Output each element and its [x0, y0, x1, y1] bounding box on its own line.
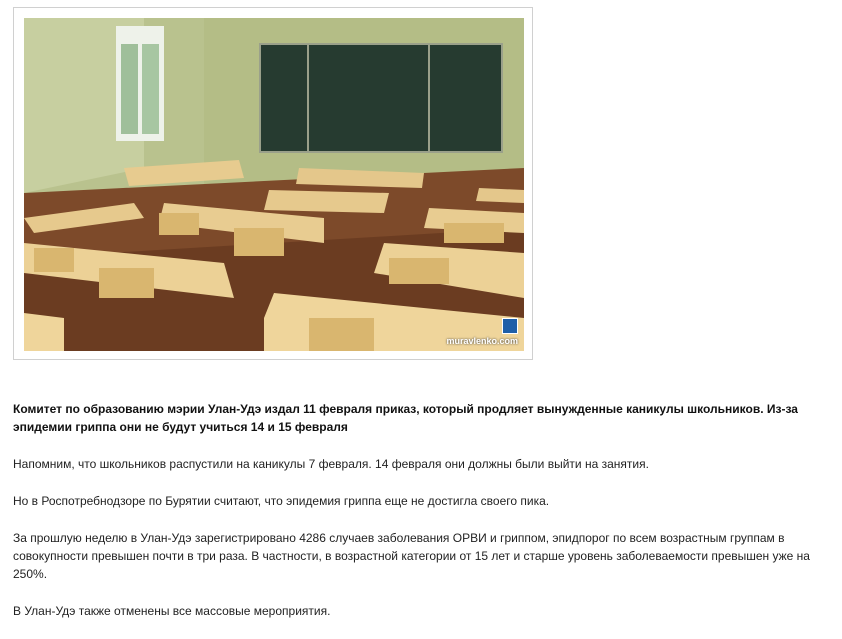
- classroom-photo: [24, 18, 524, 351]
- photo-frame: [13, 7, 533, 360]
- watermark: [446, 318, 518, 346]
- article-paragraph: Но в Роспотребнодзоре по Бурятии считают, что эпидемия гриппа еще не достигла своего пика.: [13, 494, 550, 508]
- article-lead: Комитет по образованию мэрии Улан-Удэ издал 11 февраля приказ, который продляет вынужденные каникулы школьников. Из-за эпидемии гриппа они не будут учиться 14 и 15 февраля: [13, 402, 798, 434]
- muravlenko-logo-icon: [502, 318, 518, 334]
- article: [13, 400, 828, 639]
- watermark-text: muravlenko.com: [446, 336, 518, 346]
- article-paragraph: В Улан-Удэ также отменены все массовые мероприятия.: [13, 604, 331, 618]
- article-paragraph: Напомним, что школьников распустили на каникулы 7 февраля. 14 февраля они должны были выйти на занятия.: [13, 457, 649, 471]
- article-paragraph: За прошлую неделю в Улан-Удэ зарегистрировано 4286 случаев заболевания ОРВИ и гриппом, эпидпорог по всем возрастным группам в совокупности превышен почти в три раза. В частности, в возрастной категории от 15 лет и старше уровень заболеваемости превышен уже на 250%.: [13, 531, 810, 581]
- classroom-illustration: [24, 18, 524, 351]
